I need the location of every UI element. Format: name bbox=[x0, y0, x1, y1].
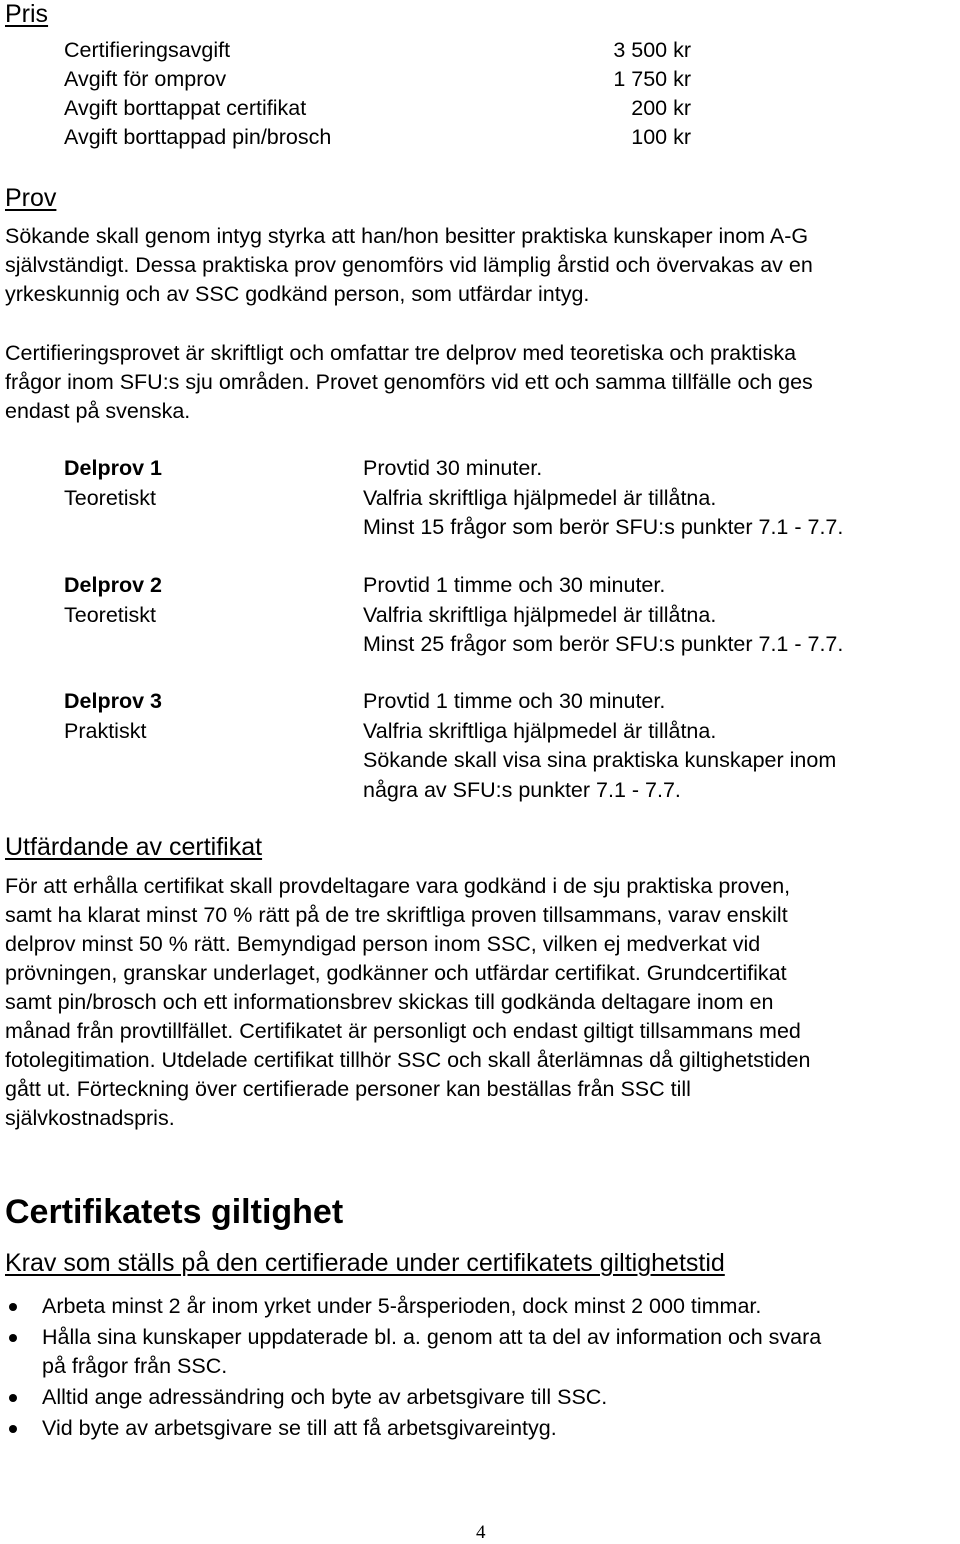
paragraph-line: samt pin/brosch och ett informationsbrev skickas till godkända deltagare inom en bbox=[5, 990, 774, 1014]
giltighet-subheading: Krav som ställs på den certifierade under certifikatets giltighetstid bbox=[5, 1249, 725, 1277]
paragraph-line: Certifieringsprovet är skriftligt och omfattar tre delprov med teoretiska och praktiska bbox=[5, 341, 797, 365]
list-item-text: på frågor från SSC. bbox=[42, 1354, 228, 1378]
paragraph-line: fotolegitimation. Utdelade certifikat tillhör SSC och skall återlämnas då giltighetstiden bbox=[5, 1048, 811, 1072]
paragraph-line: För att erhålla certifikat skall provdeltagare vara godkänd i de sju praktiska proven, bbox=[5, 874, 791, 898]
delprov-1-label bbox=[64, 454, 162, 513]
delprov-detail: Provtid 1 timme och 30 minuter. bbox=[363, 573, 666, 597]
prov-paragraph-2 bbox=[5, 339, 813, 426]
price-amount: 1 750 kr bbox=[613, 67, 691, 91]
price-label: Avgift borttappad pin/brosch bbox=[64, 125, 332, 149]
paragraph-line: självständigt. Dessa praktiska prov genomförs vid lämplig årstid och övervakas av en bbox=[5, 253, 813, 277]
delprov-title: Delprov 3 bbox=[64, 689, 162, 713]
delprov-detail: Provtid 1 timme och 30 minuter. bbox=[363, 689, 666, 713]
price-amount: 3 500 kr bbox=[613, 38, 691, 62]
giltighet-heading: Certifikatets giltighet bbox=[5, 1193, 344, 1231]
paragraph-line: delprov minst 50 % rätt. Bemyndigad person inom SSC, vilken ej medverkat vid bbox=[5, 932, 761, 956]
delprov-2-details bbox=[363, 571, 843, 660]
delprov-detail: Minst 25 frågor som berör SFU:s punkter 7.1 - 7.7. bbox=[363, 632, 844, 656]
delprov-detail: Provtid 30 minuter. bbox=[363, 456, 543, 480]
paragraph-line: gått ut. Förteckning över certifierade personer kan beställas från SSC till bbox=[5, 1077, 691, 1101]
pris-heading: Pris bbox=[5, 0, 49, 28]
paragraph-line: prövningen, granskar underlaget, godkänner och utfärdar certifikat. Grundcertifikat bbox=[5, 961, 787, 985]
bullet-icon bbox=[5, 1414, 42, 1443]
list-item bbox=[5, 1383, 960, 1412]
delprov-type: Teoretiskt bbox=[64, 485, 157, 510]
delprov-detail: Minst 15 frågor som berör SFU:s punkter 7.1 - 7.7. bbox=[363, 515, 844, 539]
delprov-3-label bbox=[64, 687, 162, 746]
paragraph-line: samt ha klarat minst 70 % rätt på de tre skriftliga proven tillsammans, varav enskilt bbox=[5, 903, 788, 927]
list-item bbox=[5, 1414, 960, 1443]
delprov-type: Praktiskt bbox=[64, 718, 147, 743]
price-amount: 100 kr bbox=[631, 125, 691, 149]
delprov-detail: Sökande skall visa sina praktiska kunskaper inom bbox=[363, 748, 837, 772]
paragraph-line: Sökande skall genom intyg styrka att han/hon besitter praktiska kunskaper inom A-G bbox=[5, 224, 809, 248]
list-item-text: Alltid ange adressändring och byte av arbetsgivare till SSC. bbox=[42, 1385, 608, 1409]
delprov-detail: några av SFU:s punkter 7.1 - 7.7. bbox=[363, 777, 681, 802]
price-row bbox=[64, 123, 691, 152]
delprov-type: Teoretiskt bbox=[64, 602, 157, 627]
delprov-title: Delprov 1 bbox=[64, 456, 162, 480]
delprov-2-label bbox=[64, 571, 162, 630]
paragraph-line: yrkeskunnig och av SSC godkänd person, som utfärdar intyg. bbox=[5, 282, 590, 306]
bullet-icon bbox=[5, 1323, 42, 1381]
price-label: Avgift borttappat certifikat bbox=[64, 96, 307, 120]
price-row bbox=[64, 94, 691, 123]
price-label: Certifieringsavgift bbox=[64, 38, 231, 62]
prov-heading: Prov bbox=[5, 184, 57, 212]
delprov-3-details bbox=[363, 687, 836, 805]
prov-paragraph-1 bbox=[5, 222, 813, 309]
utfardande-heading: Utfärdande av certifikat bbox=[5, 833, 263, 861]
paragraph-line: frågor inom SFU:s sju områden. Provet genomförs vid ett och samma tillfälle och ges bbox=[5, 370, 813, 394]
paragraph-line: endast på svenska. bbox=[5, 399, 191, 423]
paragraph-line: självkostnadspris. bbox=[5, 1106, 175, 1130]
price-table bbox=[64, 36, 691, 152]
price-label: Avgift för omprov bbox=[64, 67, 227, 91]
bullet-icon bbox=[5, 1383, 42, 1412]
delprov-1-details bbox=[363, 454, 843, 543]
page-number: 4 bbox=[476, 1522, 486, 1543]
list-item-text: Hålla sina kunskaper uppdaterade bl. a. genom att ta del av information och svara bbox=[42, 1325, 822, 1349]
paragraph-line: månad från provtillfället. Certifikatet är personligt och endast giltigt tillsammans med bbox=[5, 1019, 801, 1043]
delprov-title: Delprov 2 bbox=[64, 573, 162, 597]
utfardande-paragraph bbox=[5, 872, 810, 1133]
price-row bbox=[64, 36, 691, 65]
requirements-list bbox=[5, 1292, 960, 1445]
list-item-text: Arbeta minst 2 år inom yrket under 5-årsperioden, dock minst 2 000 timmar. bbox=[42, 1294, 762, 1318]
delprov-detail: Valfria skriftliga hjälpmedel är tillåtna. bbox=[363, 718, 717, 743]
delprov-detail: Valfria skriftliga hjälpmedel är tillåtna. bbox=[363, 485, 717, 510]
delprov-detail: Valfria skriftliga hjälpmedel är tillåtna. bbox=[363, 602, 717, 627]
bullet-icon bbox=[5, 1292, 42, 1321]
price-amount: 200 kr bbox=[631, 96, 691, 120]
price-row bbox=[64, 65, 691, 94]
list-item bbox=[5, 1292, 960, 1321]
list-item bbox=[5, 1323, 960, 1381]
list-item-text: Vid byte av arbetsgivare se till att få arbetsgivareintyg. bbox=[42, 1416, 557, 1440]
